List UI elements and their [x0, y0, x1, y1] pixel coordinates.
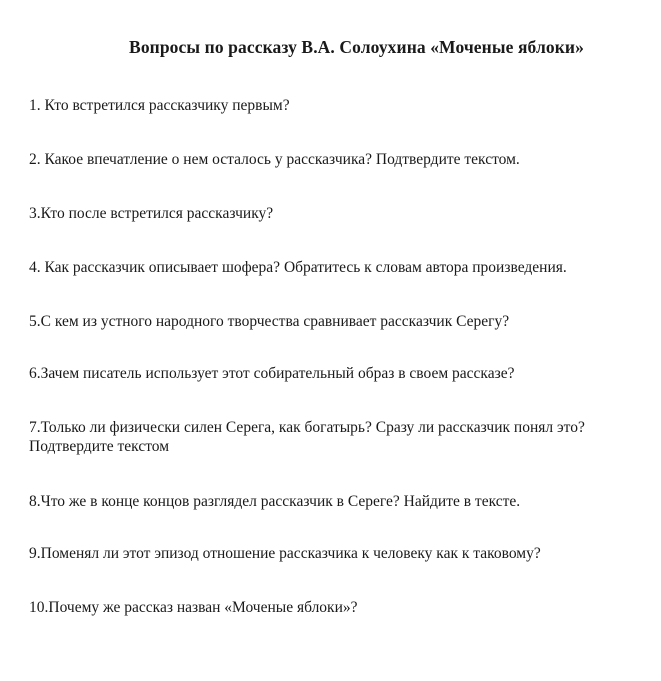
question-6: 6.Зачем писатель использует этот собирательный образ в своем рассказе?: [29, 365, 515, 382]
question-5: 5.С кем из устного народного творчества сравнивает рассказчик Серегу?: [29, 313, 510, 330]
question-1: 1. Кто встретился рассказчику первым?: [29, 97, 290, 114]
question-10: 10.Почему же рассказ назван «Моченые яблоки»?: [29, 599, 358, 616]
question-7: 7.Только ли физически силен Серега, как богатырь? Сразу ли рассказчик понял это? Подтвердите текстом: [29, 419, 585, 455]
question-3: 3.Кто после встретился рассказчику?: [29, 205, 274, 222]
question-4: 4. Как рассказчик описывает шофера? Обратитесь к словам автора произведения.: [29, 259, 567, 276]
question-9: 9.Поменял ли этот эпизод отношение рассказчика к человеку как к таковому?: [29, 545, 541, 562]
document-title: Вопросы по рассказу В.А. Солоухина «Моченые яблоки»: [129, 37, 584, 57]
question-8: 8.Что же в конце концов разглядел рассказчик в Сереге? Найдите в тексте.: [29, 493, 521, 510]
question-2: 2. Какое впечатление о нем осталось у рассказчика? Подтвердите текстом.: [29, 151, 520, 168]
